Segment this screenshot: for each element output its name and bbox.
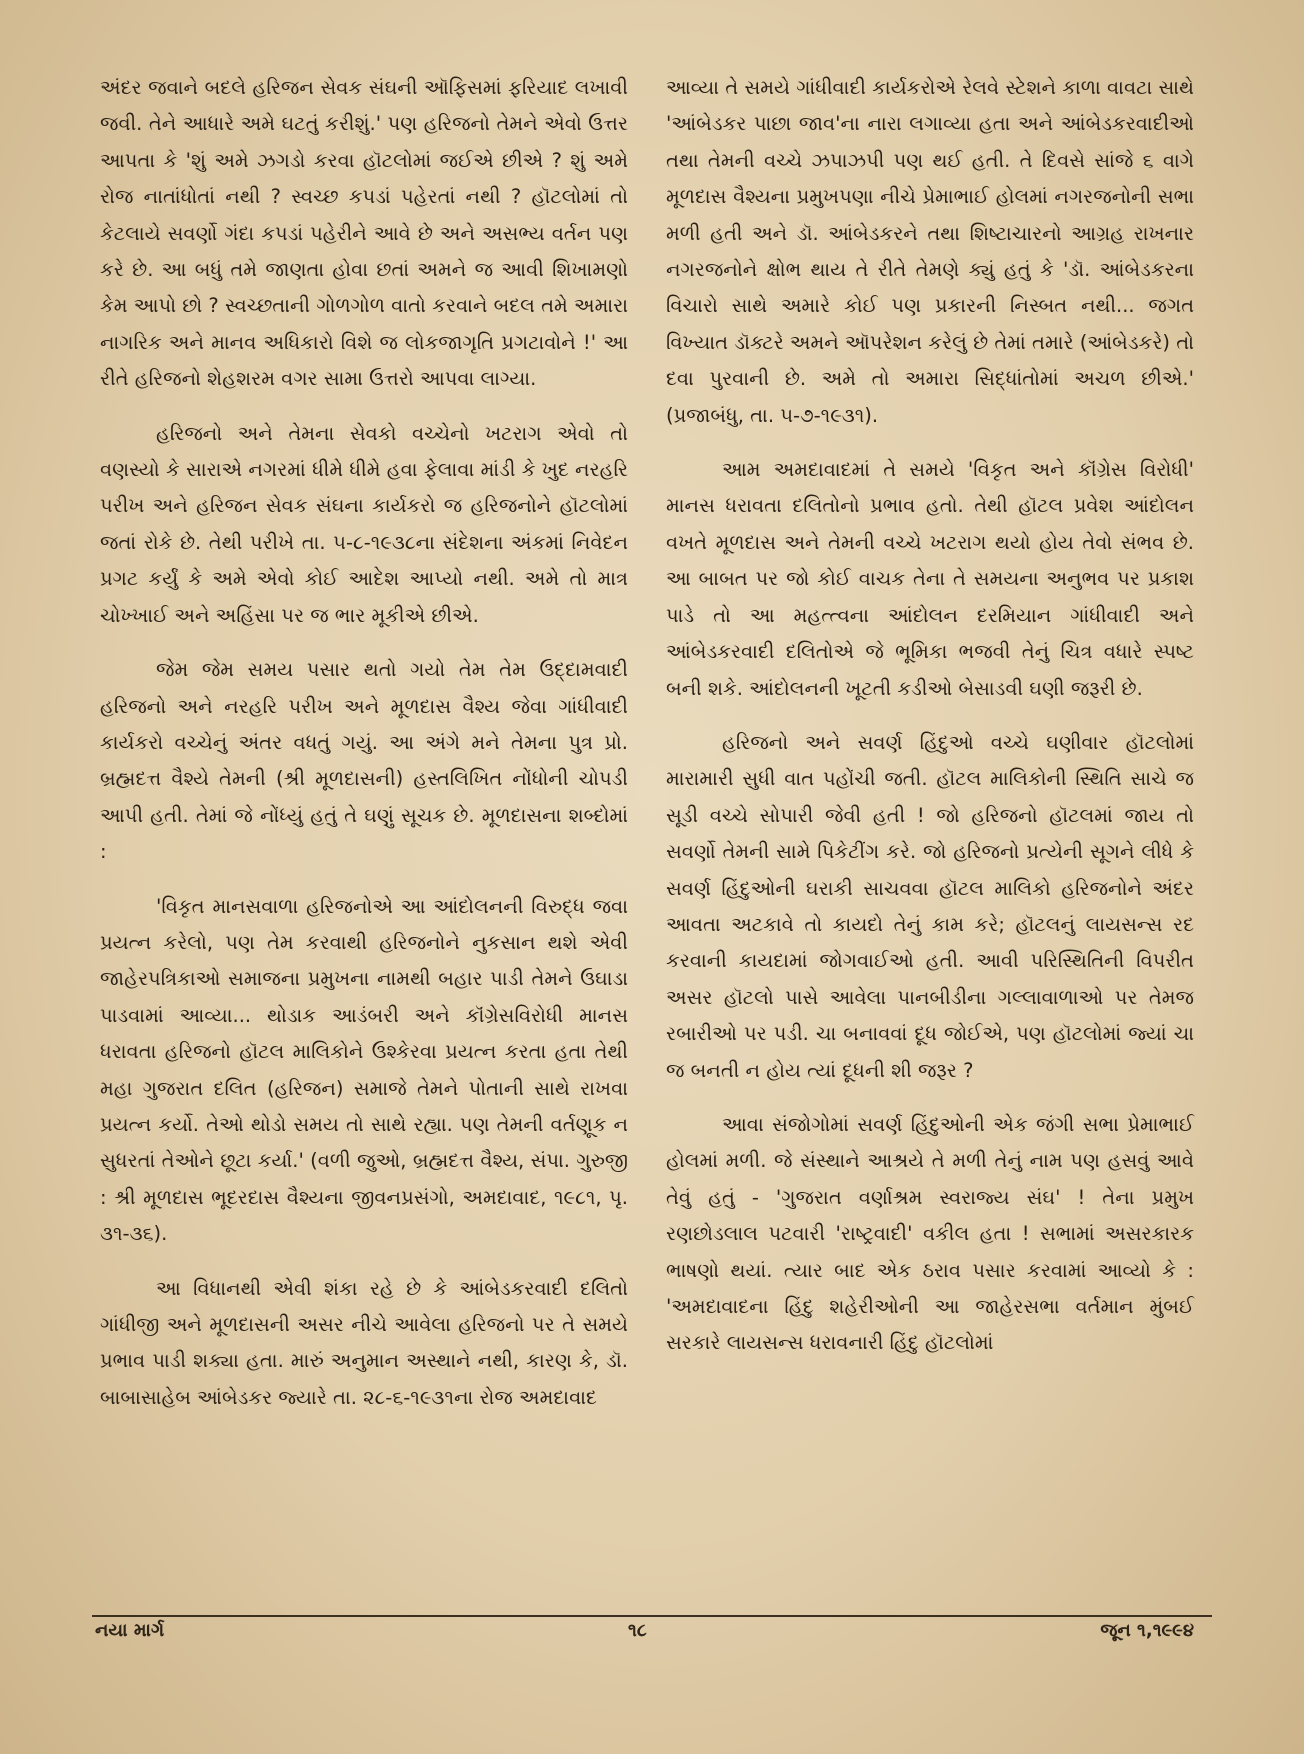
paragraph: આમ અમદાવાદમાં તે સમયે 'વિકૃત અને કૉંગ્રેસ વિરોધી' માનસ ધરાવતા દલિતોનો પ્રભાવ હતો. તેથી હૉટલ પ્રવેશ આંદોલન વખતે મૂળદાસ અને તેમની વચ્ચે ખટરાગ થયો હોય તેવો સંભવ છે. આ બાબત પર જો કોઈ વાચક તેના તે સમયના અનુભવ પર પ્રકાશ પાડે તો આ મહત્ત્વના આંદોલન દરમિયાન ગાંધીવાદી અને આંબેડકરવાદી દલિતોએ જે ભૂમિકા ભજવી તેનું ચિત્ર વધારે સ્પષ્ટ બની શકે. આંદોલનની ખૂટતી કડીઓ બેસાડવી ઘણી જરૂરી છે. [666, 458, 1194, 700]
paragraph: હરિજનો અને સવર્ણ હિંદુઓ વચ્ચે ઘણીવાર હૉટલોમાં મારામારી સુધી વાત પહોંચી જતી. હૉટલ માલિકોની સ્થિતિ સાચે જ સૂડી વચ્ચે સોપારી જેવી હતી ! જો હરિજનો હૉટલમાં જાય તો સવર્ણો તેમની સામે પિકેટીંગ કરે. જો હરિજનો પ્રત્યેની સૂગને લીધે કે સવર્ણ હિંદુઓની ઘરાકી સાચવવા હૉટલ માલિકો હરિજનોને અંદર આવતા અટકાવે તો કાયદો તેનું કામ કરે; હૉટલનું લાયસન્સ રદ કરવાની કાયદામાં જોગવાઈઓ હતી. આવી પરિસ્થિતિની વિપરીત અસર હૉટલો પાસે આવેલા પાનબીડીના ગલ્લાવાળાઓ પર તેમજ રબારીઓ પર પડી. ચા બનાવવાં દૂધ જોઈએ, પણ હૉટલોમાં જ્યાં ચા જ બનતી ન હોય ત્યાં દૂધની શી જરૂર ? [666, 730, 1194, 1082]
quoted-paragraph: 'વિકૃત માનસવાળા હરિજનોએ આ આંદોલનની વિરુદ્ધ જવા પ્રયત્ન કરેલો, પણ તેમ કરવાથી હરિજનોને નુકસાન થશે એવી જાહેરપત્રિકાઓ સમાજના પ્રમુખના નામથી બહાર પાડી તેમને ઉઘાડા પાડવામાં આવ્યા... થોડાક આડંબરી અને કૉંગ્રેસવિરોધી માનસ ધરાવતા હરિજનો હૉટલ માલિકોને ઉશ્કેરવા પ્રયત્ન કરતા હતા તેથી મહા ગુજરાત દલિત (હરિજન) સમાજે તેમને પોતાની સાથે રાખવા પ્રયત્ન કર્યો. તેઓ થોડો સમય તો સાથે રહ્યા. પણ તેમની વર્તણૂક ન સુધરતાં તેઓને છૂટા કર્યા.' (વળી જુઓ, બ્રહ્મદત્ત વૈશ્ય, સંપા. ગુરુજી : શ્રી મૂળદાસ ભૂદરદાસ વૈશ્યના જીવનપ્રસંગો, અમદાવાદ, ૧૯૮૧, પૃ. ૩૧-૩૬). [100, 894, 628, 1246]
footer-rule [92, 1615, 1212, 1617]
paragraph: જેમ જેમ સમય પસાર થતો ગયો તેમ તેમ ઉદ્દામવાદી હરિજનો અને નરહરિ પરીખ અને મૂળદાસ વૈશ્ય જેવા ગાંધીવાદી કાર્યકરો વચ્ચેનું અંતર વધતું ગયું. આ અંગે મને તેમના પુત્ર પ્રો. બ્રહ્મદત્ત વૈશ્યે તેમની (શ્રી મૂળદાસની) હસ્તલિખિત નોંધોની ચોપડી આપી હતી. તેમાં જે નોંધ્યું હતું તે ઘણું સૂચક છે. મૂળદાસના શબ્દોમાં : [100, 658, 628, 864]
paragraph: આ વિધાનથી એવી શંકા રહે છે કે આંબેડકરવાદી દલિતો ગાંધીજી અને મૂળદાસની અસર નીચે આવેલા હરિજનો પર તે સમયે પ્રભાવ પાડી શક્યા હતા. મારું અનુમાન અસ્થાને નથી, કારણ કે, ડૉ. બાબાસાહેબ આંબેડકર જ્યારે તા. ૨૮-૬-૧૯૩૧ના રોજ અમદાવાદ [100, 1276, 628, 1409]
paragraph: આવા સંજોગોમાં સવર્ણ હિંદુઓની એક જંગી સભા પ્રેમાભાઈ હોલમાં મળી. જે સંસ્થાને આશ્રયે તે મળી તેનું નામ પણ હસવું આવે તેવું હતું - 'ગુજરાત વર્ણાશ્રમ સ્વરાજ્ય સંઘ' ! તેના પ્રમુખ રણછોડલાલ પટવારી 'રાષ્ટ્રવાદી' વકીલ હતા ! સભામાં અસરકારક ભાષણો થયાં. ત્યાર બાદ એક ઠરાવ પસાર કરવામાં આવ્યો કે : 'અમદાવાદના હિંદુ શહેરીઓની આ જાહેરસભા વર્તમાન મુંબઈ સરકારે લાયસન્સ ધરાવનારી હિંદુ હૉટલોમાં [666, 1112, 1194, 1355]
paragraph: અંદર જવાને બદલે હરિજન સેવક સંઘની ઑફિસમાં ફરિયાદ લખાવી જવી. તેને આધારે અમે ઘટતું કરીશું.' પણ હરિજનો તેમને એવો ઉત્તર આપતા કે 'શું અમે ઝગડો કરવા હૉટલોમાં જઈએ છીએ ? શું અમે રોજ નાતાંધોતાં નથી ? સ્વચ્છ કપડાં પહેરતાં નથી ? હૉટલોમાં તો કેટલાયે સવર્ણો ગંદા કપડાં પહેરીને આવે છે અને અસભ્ય વર્તન પણ કરે છે. આ બધું તમે જાણતા હોવા છતાં અમને જ આવી શિખામણો કેમ આપો છો ? સ્વચ્છતાની ગોળગોળ વાતો કરવાને બદલ તમે અમારા નાગરિક અને માનવ અધિકારો વિશે જ લોકજાગૃતિ પ્રગટાવોને !' આ રીતે હરિજનો શેહશરમ વગર સામા ઉત્તરો આપવા લાગ્યા. [100, 76, 628, 391]
left-column [100, 70, 628, 1416]
paragraph: આવ્યા તે સમયે ગાંધીવાદી કાર્યકરોએ રેલવે સ્ટેશને કાળા વાવટા સાથે 'આંબેડકર પાછા જાવ'ના નારા લગાવ્યા હતા અને આંબેડકરવાદીઓ તથા તેમની વચ્ચે ઝપાઝપી પણ થઈ હતી. તે દિવસે સાંજે ૬ વાગે મૂળદાસ વૈશ્યના પ્રમુખપણા નીચે પ્રેમાભાઈ હોલમાં નગરજનોની સભા મળી હતી અને ડૉ. આંબેડકરને તથા શિષ્ટાચારનો આગ્રહ રાખનાર નગરજનોને ક્ષોભ થાય તે રીતે તેમણે ક્યું હતું કે 'ડૉ. આંબેડકરના વિચારો સાથે અમારે કોઈ પણ પ્રકારની નિસ્બત નથી... જગત વિખ્યાત ડૉક્ટરે અમને ઑપરેશન કરેલું છે તેમાં તમારે (આંબેડકરે) તો દવા પુરવાની છે. અમે તો અમારા સિદ્ધાંતોમાં અચળ છીએ.' (પ્રજાબંધુ, તા. ૫-૭-૧૯૩૧). [666, 76, 1195, 427]
right-column [666, 70, 1194, 1362]
footer-magazine-name: નયા માર્ગ [95, 1620, 165, 1641]
footer-date: જૂન ૧,૧૯૯૪ [1100, 1620, 1194, 1641]
column-gutter [647, 60, 648, 1615]
paragraph: હરિજનો અને તેમના સેવકો વચ્ચેનો ખટરાગ એવો તો વણસ્યો કે સારાએ નગરમાં ધીમે ધીમે હવા ફેલાવા માંડી કે ખુદ નરહરિ પરીખ અને હરિજન સેવક સંઘના કાર્યકરો જ હરિજનોને હૉટલોમાં જતાં રોકે છે. તેથી પરીખે તા. ૫-૮-૧૯૩૮ના સંદેશના અંકમાં નિવેદન પ્રગટ કર્યું કે અમે એવો કોઈ આદેશ આપ્યો નથી. અમે તો માત્ર ચોખ્ખાઈ અને અહિંસા પર જ ભાર મૂકીએ છીએ. [100, 421, 628, 627]
footer-page-number: ૧૮ [628, 1620, 647, 1641]
